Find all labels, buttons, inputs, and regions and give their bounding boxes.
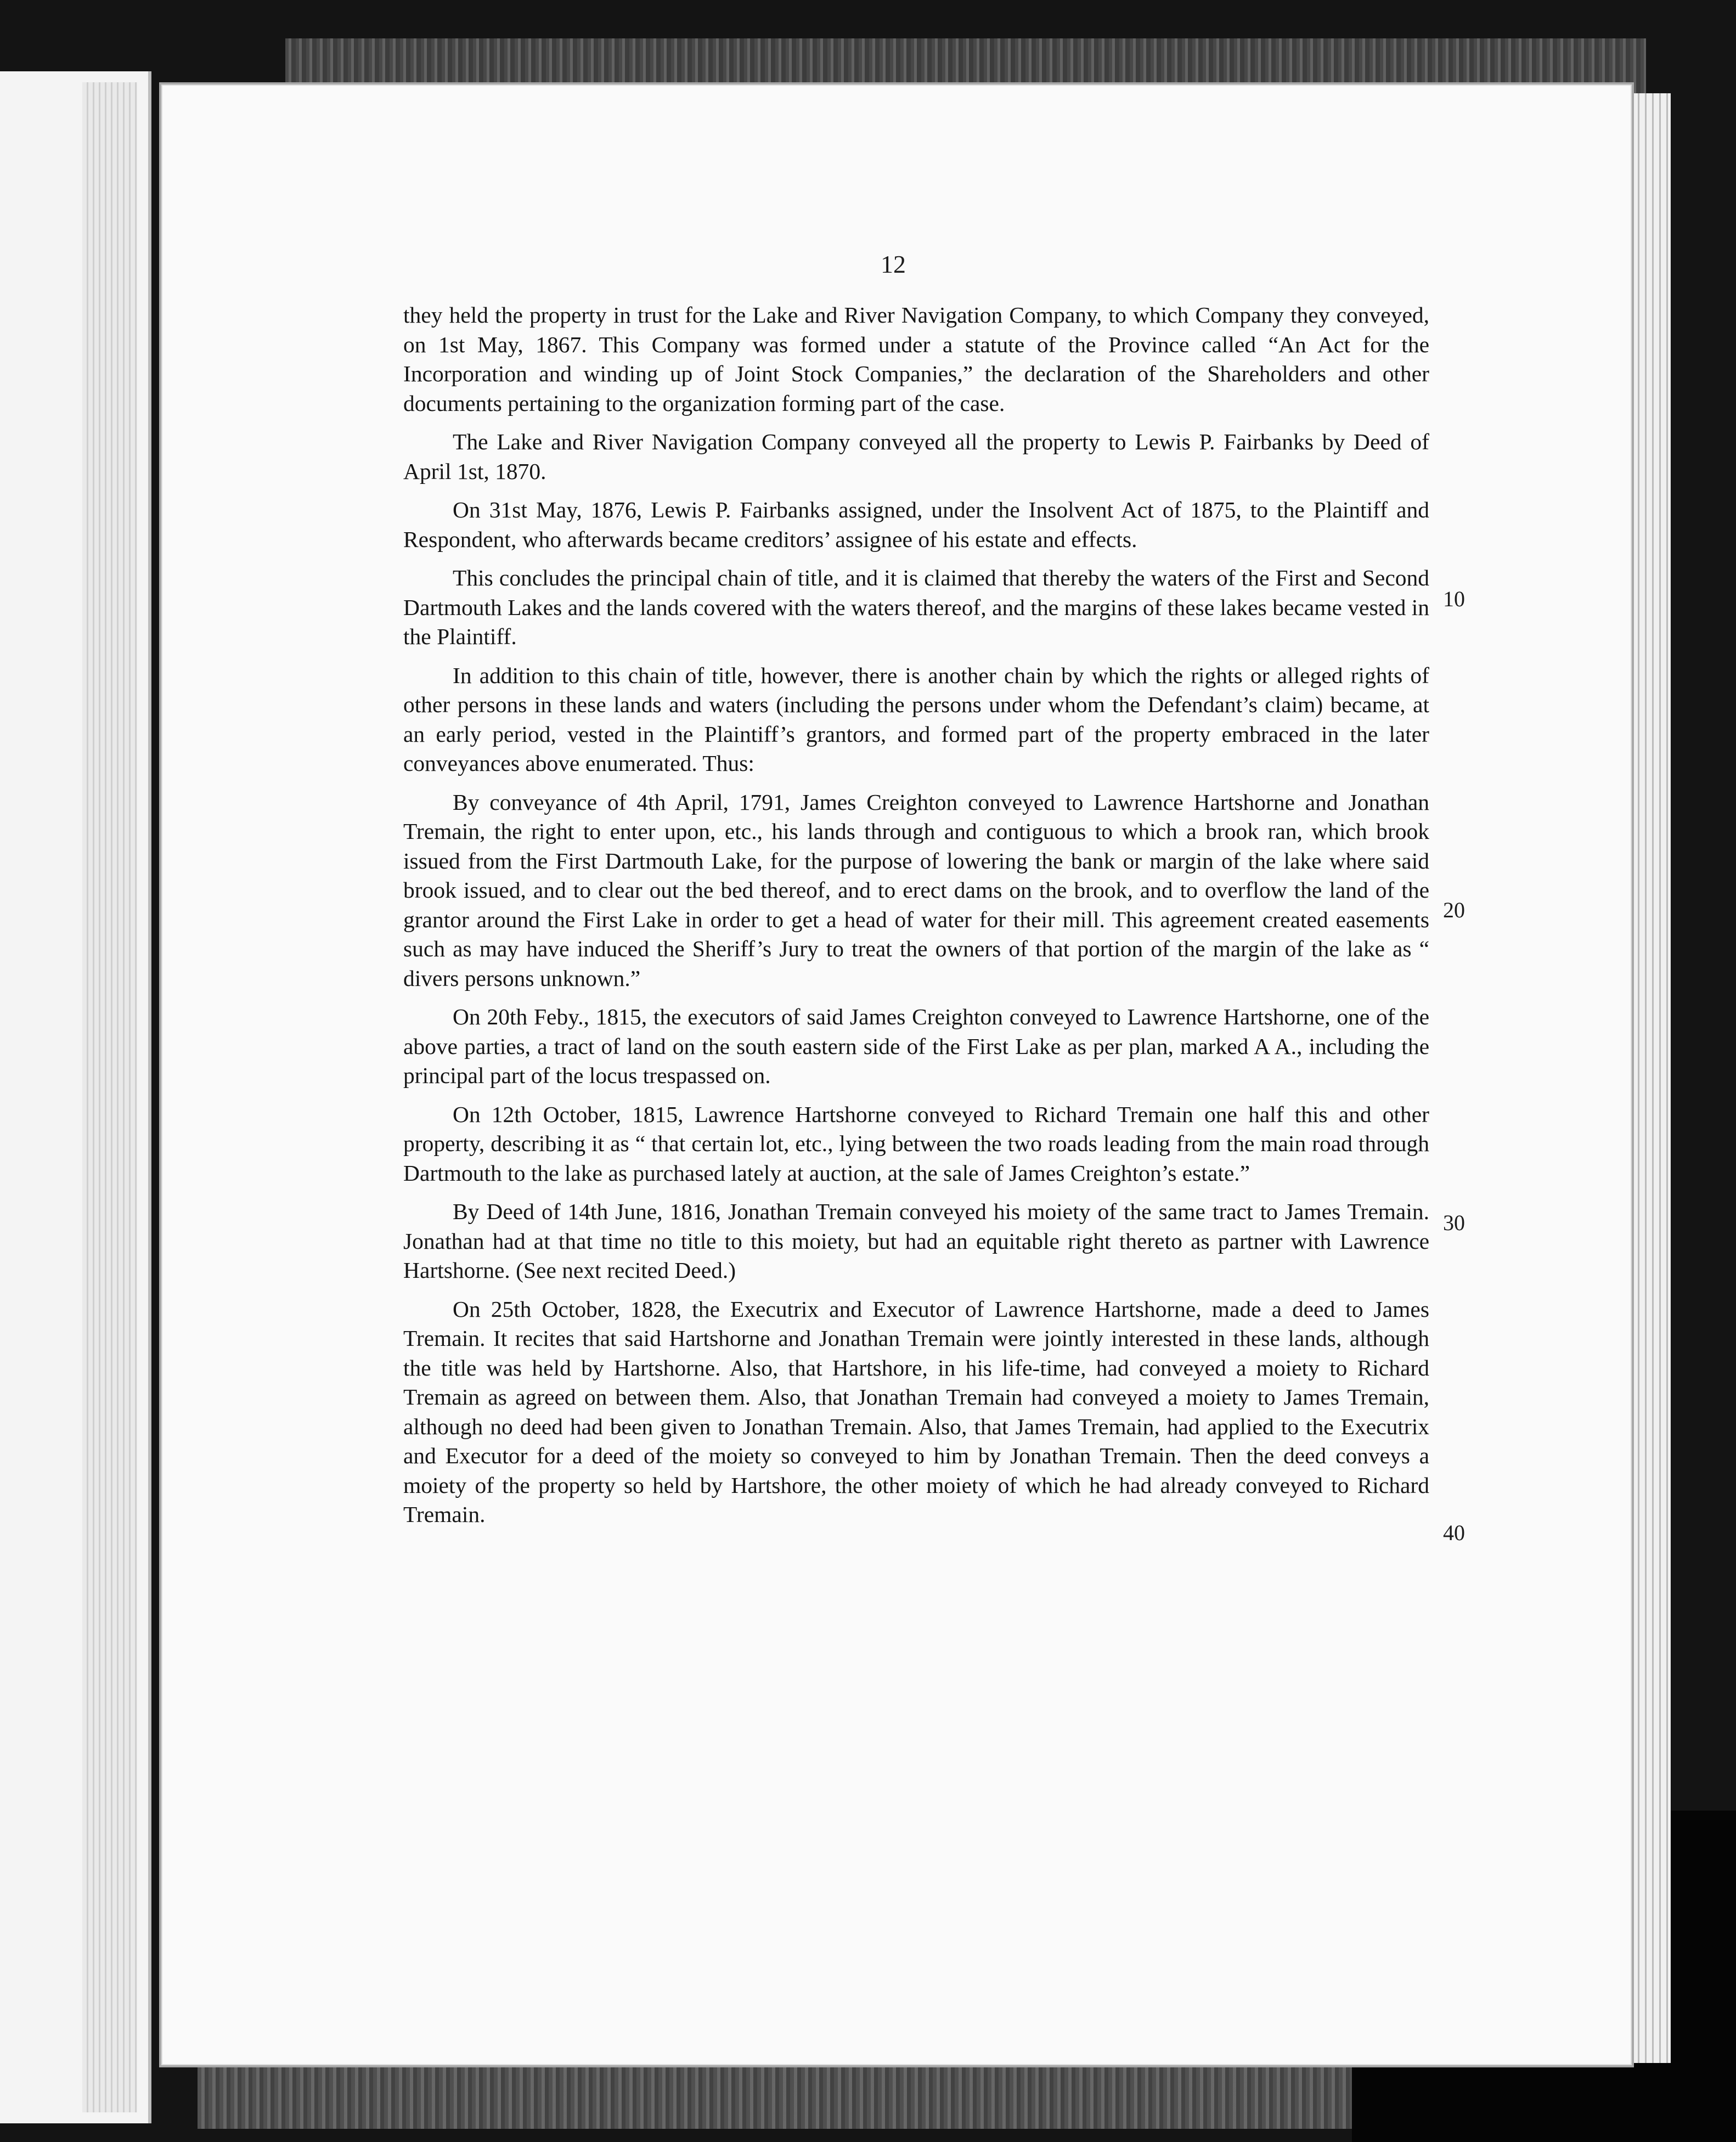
paragraph: In addition to this chain of title, however, there is another chain by which the rights or alleged rights of other persons in these lands and waters (including the persons under whom the Defendant’s claim) became, at an early period, vested in the Plaintiff’s grantors, and formed part of the property embraced in the later conveyances above enumerated. Thus:	[403, 662, 1429, 776]
paragraph: This concludes the principal chain of title, and it is claimed that thereby the waters of the First and Second Dartmouth Lakes and the lands covered with the waters thereof, and the margins of these lakes became vested in the Plaintiff.	[403, 565, 1429, 649]
line-number: 30	[1443, 1210, 1465, 1235]
body-text	[403, 301, 1429, 1539]
paragraph: On 20th Feby., 1815, the executors of said James Creighton conveyed to Lawrence Hartshorne, one of the above parties, a tract of land on the south eastern side of the First Lake as per plan, marked A A., including the principal part of the locus trespassed on.	[403, 1004, 1429, 1088]
line-number: 10	[1443, 587, 1465, 611]
line-number: 20	[1443, 898, 1465, 922]
paragraph: they held the property in trust for the Lake and River Navigation Company, to which Company they conveyed, on 1st May, 1867. This Company was formed under a statute of the Province called “An Act for the Incorporation and winding up of Joint Stock Companies,” the declaration of the Shareholders and other documents pertaining to the organization forming part of the case.	[403, 302, 1429, 416]
paragraph: By Deed of 14th June, 1816, Jonathan Tremain conveyed his moiety of the same tract to James Tremain. Jonathan had at that time no title to this moiety, but had an equitable right thereto as partner with Lawrence Hartshorne. (See next recited Deed.)	[403, 1199, 1429, 1283]
page-number: 12	[881, 250, 906, 278]
paragraph: The Lake and River Navigation Company conveyed all the property to Lewis P. Fairbanks by Deed of April 1st, 1870.	[403, 429, 1429, 484]
facing-page-stack	[82, 82, 137, 2112]
paragraph: On 31st May, 1876, Lewis P. Fairbanks assigned, under the Insolvent Act of 1875, to the Plaintiff and Respondent, who afterwards became creditors’ assignee of his estate and effects.	[403, 497, 1429, 552]
paragraph: On 25th October, 1828, the Executrix and Executor of Lawrence Hartshorne, made a deed to James Tremain. It recites that said Hartshorne and Jonathan Tremain were jointly interested in these lands, although the title was held by Hartshorne. Also, that Hartshore, in his life-time, had conveyed a moiety to Richard Tremain as agreed on between them. Also, that Jonathan Tremain had conveyed a moiety to James Tremain, although no deed had been given to Jonathan Tremain. Also, that James Tremain, had applied to the Executrix and Executor for a deed of the moiety so conveyed to him by Jonathan Tremain. Then the deed conveys a moiety of the property so held by Hartshore, the other moiety of which he had already conveyed to Richard Tremain.	[403, 1296, 1429, 1527]
line-number: 40	[1443, 1520, 1465, 1545]
paragraph: By conveyance of 4th April, 1791, James Creighton conveyed to Lawrence Hartshorne and Jonathan Tremain, the right to enter upon, etc., his lands through and contiguous to which a brook ran, which brook issued from the First Dartmouth Lake, for the purpose of lowering the bank or margin of the lake where said brook issued, and to clear out the bed thereof, and to erect dams on the brook, and to overflow the land of the grantor around the First Lake in order to get a head of water for their mill. This agreement created easements such as may have induced the Sheriff’s Jury to treat the owners of that portion of the margin of the lake as “ divers persons unknown.”	[403, 789, 1429, 991]
page-stack-edge	[1632, 93, 1671, 2063]
paragraph: On 12th October, 1815, Lawrence Hartshorne conveyed to Richard Tremain one half this and other property, describing it as “ that certain lot, etc., lying between the two roads leading from the main road through Dartmouth to the lake as purchased lately at auction, at the sale of James Creighton’s estate.”	[403, 1101, 1429, 1186]
